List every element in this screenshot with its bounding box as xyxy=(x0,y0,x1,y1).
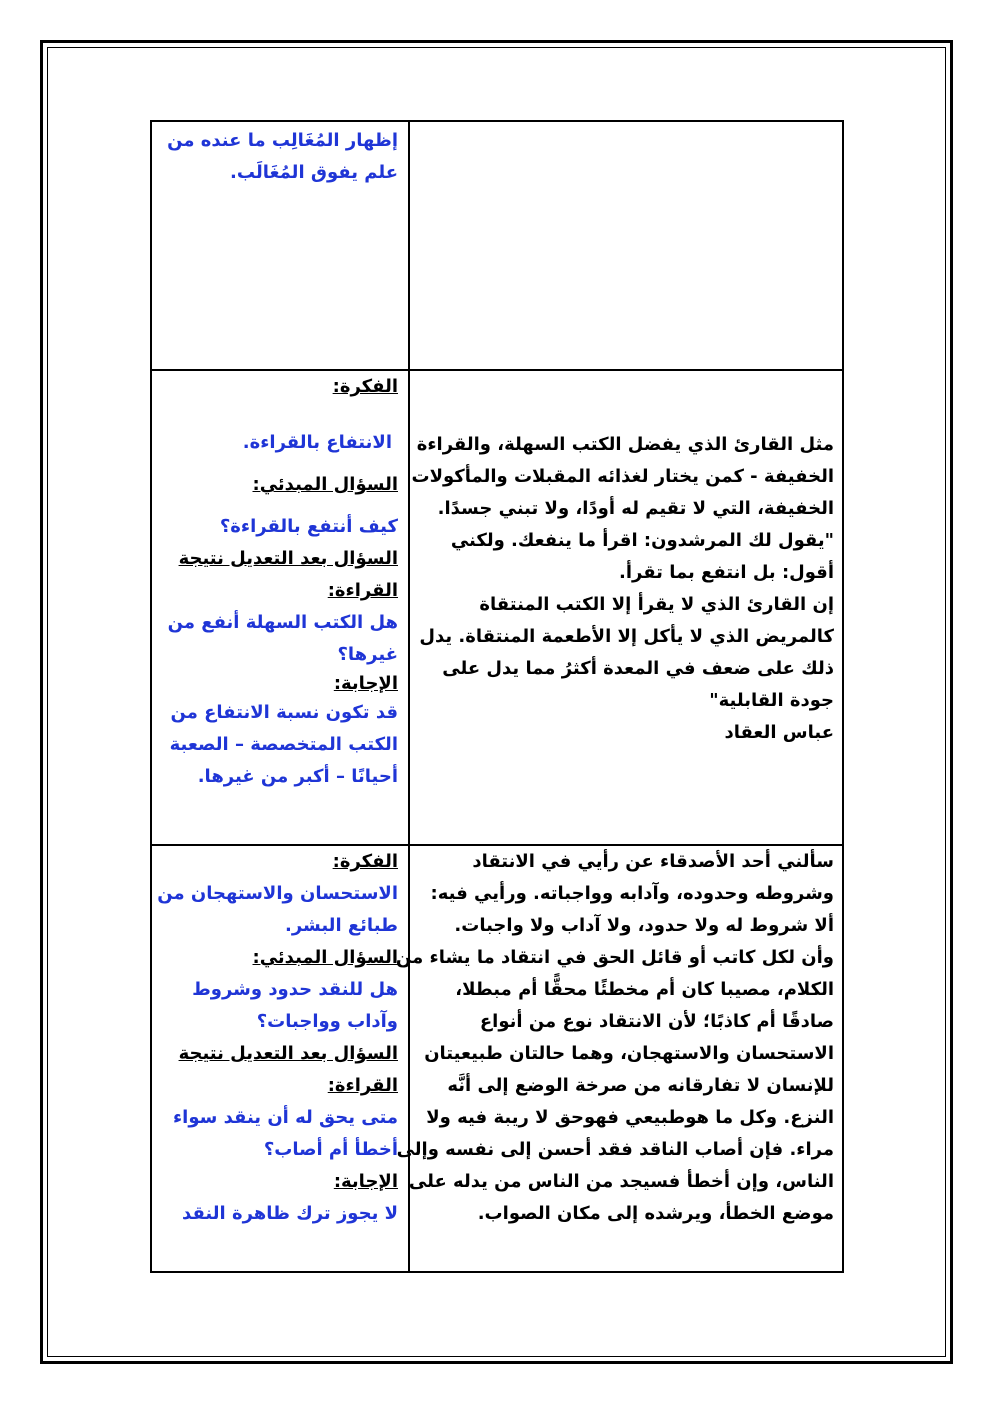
passage-line: ألا شروط له ولا حدود، ولا آداب ولا واجبات. xyxy=(454,915,834,936)
passage-line: الخفيفة، التي لا تقيم له أودًا، ولا تبني جسدًا. xyxy=(437,498,834,519)
revised-question-text: متى يحق له أن ينقد سواء xyxy=(172,1107,398,1128)
idea-text: طبائع البشر. xyxy=(284,915,398,936)
row2-text-cell xyxy=(410,371,842,844)
revised-question-label: السؤال بعد التعديل نتيجة xyxy=(178,1043,398,1064)
passage-line: موضع الخطأ، ويرشده إلى مكان الصواب. xyxy=(477,1203,834,1224)
passage-line: مثل القارئ الذي يفضل الكتب السهلة، والقراءة xyxy=(416,434,834,455)
row3-analysis-cell xyxy=(152,846,410,1271)
revised-question-text: أخطأ أم أصاب؟ xyxy=(263,1139,398,1160)
passage-line: الكلام، مصيبا كان أم مخطئًا محقًّا أم مبطلا، xyxy=(455,979,834,1000)
row2-analysis-cell xyxy=(152,371,410,844)
row1-text-cell xyxy=(410,122,842,369)
row1-analysis-cell xyxy=(152,122,410,369)
idea-text: الانتفاع بالقراءة. xyxy=(242,432,392,453)
revised-question-text: هل الكتب السهلة أنفع من xyxy=(167,612,398,633)
row1-left-line: إظهار المُغَالِب ما عنده من xyxy=(167,130,398,151)
passage-line: سألني أحد الأصدقاء عن رأيي في الانتقاد xyxy=(472,851,834,872)
passage-line: كالمريض الذي لا يأكل إلا الأطعمة المنتقاة. يدل xyxy=(419,626,834,647)
reading-analysis-table xyxy=(150,120,844,1273)
idea-text: الاستحسان والاستهجان من xyxy=(157,883,398,904)
answer-text: أحيانًا – أكبر من غيرها. xyxy=(197,766,398,787)
answer-text: لا يجوز ترك ظاهرة النقد xyxy=(182,1203,398,1224)
passage-line: وشروطه وحدوده، وآدابه وواجباته. ورأيي فيه: xyxy=(430,883,834,904)
revised-question-label: القراءة: xyxy=(327,1075,398,1096)
passage-line: النزع. وكل ما هوطبيعي فهوحق لا ريبة فيه ولا xyxy=(426,1107,834,1128)
row1-left-line: علم يفوق المُغَالَب. xyxy=(230,162,398,183)
idea-label: الفكرة: xyxy=(332,851,398,872)
passage-line: الناس، وإن أخطأ فسيجد من الناس من يدله على xyxy=(408,1171,834,1192)
passage-line: الاستحسان والاستهجان، وهما حالتان طبيعيتان xyxy=(424,1043,834,1064)
passage-line: الخفيفة - كمن يختار لغذائه المقبلات والمأكولات xyxy=(411,466,834,487)
row3-text-cell xyxy=(395,846,842,1271)
revised-question-label: السؤال بعد التعديل نتيجة xyxy=(178,548,398,569)
answer-text: الكتب المتخصصة – الصعبة xyxy=(169,734,398,755)
passage-line: أقول: بل انتفع بما تقرأ. xyxy=(619,562,834,583)
table-row-2 xyxy=(152,371,842,846)
initial-question-label: السؤال المبدئي: xyxy=(252,474,398,495)
revised-question-label: القراءة: xyxy=(327,580,398,601)
passage-line: ذلك على ضعف في المعدة أكثرُ مما يدل على xyxy=(442,658,834,679)
answer-label: الإجابة: xyxy=(333,1171,398,1192)
revised-question-text: غيرها؟ xyxy=(337,644,398,665)
idea-label: الفكرة: xyxy=(332,376,398,397)
passage-line: للإنسان لا تفارقانه من صرخة الوضع إلى أنَّه xyxy=(447,1075,834,1096)
answer-label: الإجابة: xyxy=(333,673,398,694)
author-name: عباس العقاد xyxy=(724,722,834,743)
passage-line: صادقًا أم كاذبًا؛ لأن الانتقاد نوع من أنواع xyxy=(479,1011,834,1032)
passage-line: إن القارئ الذي لا يقرأ إلا الكتب المنتقاة xyxy=(479,594,834,615)
initial-question-label: السؤال المبدئي: xyxy=(252,947,398,968)
initial-question-text: وآداب وواجبات؟ xyxy=(256,1011,398,1032)
table-row-3 xyxy=(152,846,842,1271)
passage-line: مراء. فإن أصاب الناقد فقد أحسن إلى نفسه وإلى xyxy=(396,1139,834,1160)
initial-question-text: كيف أنتفع بالقراءة؟ xyxy=(219,516,398,537)
table-row-1 xyxy=(152,122,842,371)
passage-line: "يقول لك المرشدون: اقرأ ما ينفعك. ولكني xyxy=(450,530,834,551)
passage-line: جودة القابلية" xyxy=(709,690,834,711)
answer-text: قد تكون نسبة الانتفاع من xyxy=(170,702,398,723)
passage-line: وأن لكل كاتب أو قائل الحق في انتقاد ما يشاء من xyxy=(395,947,834,968)
initial-question-text: هل للنقد حدود وشروط xyxy=(192,979,398,1000)
